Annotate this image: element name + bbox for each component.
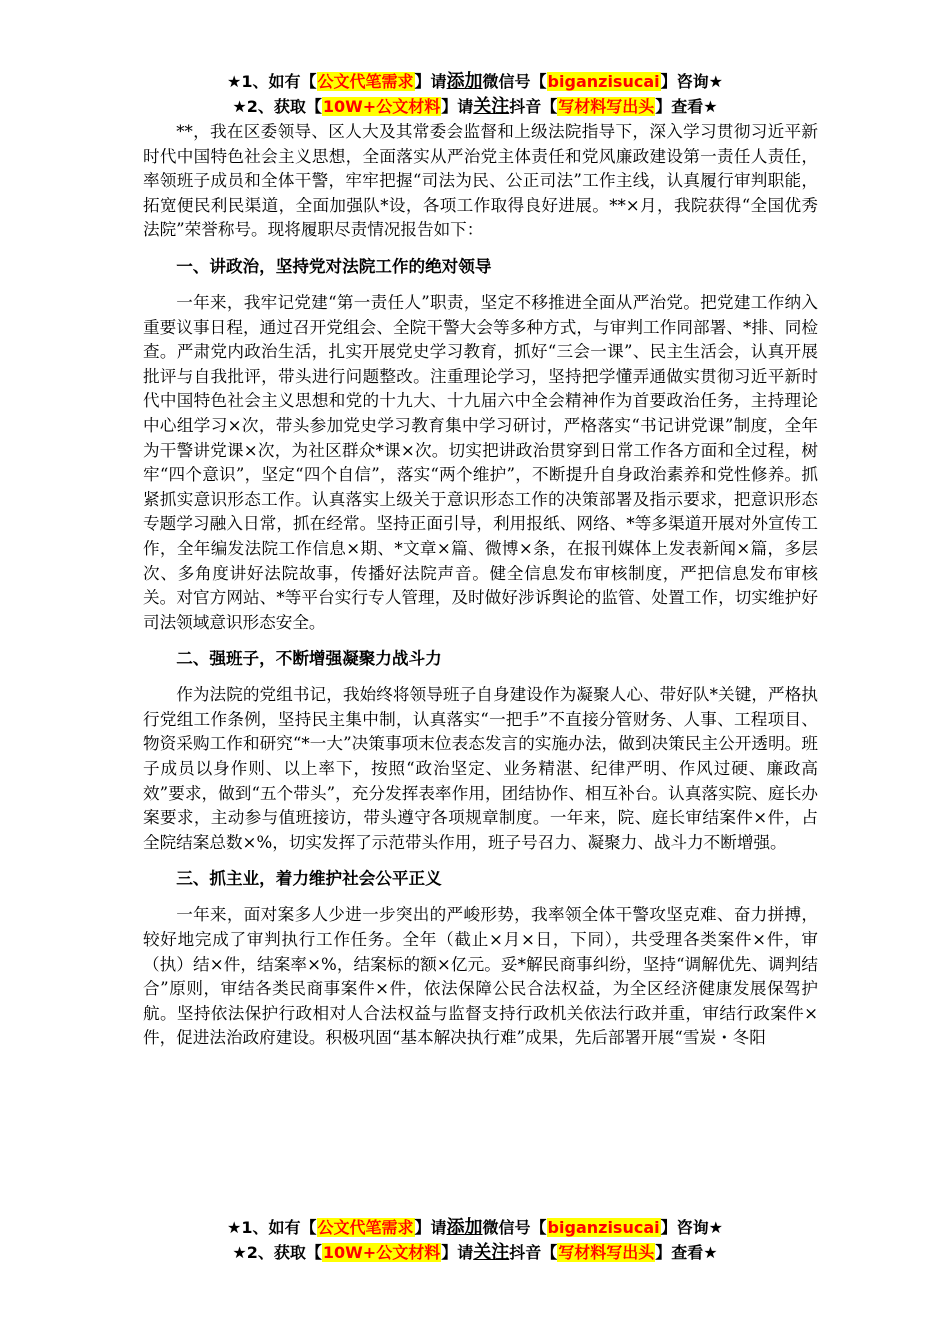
banner-text: ★2、获取【	[232, 97, 322, 116]
banner-text: 】请	[441, 1243, 474, 1262]
highlight-text: 写材料写出头	[558, 97, 655, 116]
banner-text: 抖音【	[509, 1243, 558, 1262]
underlined-text: 添加	[446, 71, 483, 92]
document-body	[143, 120, 818, 1051]
section-paragraph-3: 一年来，面对案多人少进一步突出的严峻形势，我率领全体干警攻坚克难、奋力拼搏，较好地完成了审判执行工作任务。全年（截止×月×日，下同），共受理各类案件×件，审（执）结×件，结案率×%，结案标的额×亿元。妥*解民商事纠纷，坚持“调解优先、调判结合”原则，审结各类民商事案件×件，依法保障公民合法权益，为全区经济健康发展保驾护航。坚持依法保护行政相对人合法权益与监督支持行政机关依法行政并重，审结行政案件×件，促进法治政府建设。积极巩固“基本解决执行难”成果，先后部署开展“雪炭・冬阳	[143, 905, 818, 1048]
highlight-text: biganzisucai	[547, 72, 660, 91]
underlined-text: 关注	[473, 96, 510, 117]
section-paragraph-2: 作为法院的党组书记，我始终将领导班子自身建设作为凝聚人心、带好队*关键，严格执行党组工作条例，坚持民主集中制，认真落实“一把手”不直接分管财务、人事、工程项目、物资采购工作和研究“*一大”决策事项末位表态发言的实施办法，做到决策民主公开透明。班子成员以身作则、以上率下，按照“政治坚定、业务精湛、纪律严明、作风过硬、廉政高效”要求，做到“五个带头”，充分发挥表率作用，团结协作、相互补台。认真落实院、庭长办案要求，主动参与值班接访，带头遵守各项规章制度。一年来，院、庭长审结案件×件，占全院结案总数×%，切实发挥了示范带头作用，班子号召力、凝聚力、战斗力不断增强。	[143, 685, 818, 852]
banner-text: 】咨询★	[660, 72, 723, 91]
banner-text: 】请	[414, 1218, 447, 1237]
underlined-text: 关注	[473, 1242, 510, 1263]
intro-paragraph: **，我在区委领导、区人大及其常委会监督和上级法院指导下，深入学习贯彻习近平新时代中国特色社会主义思想，全面落实从严治党主体责任和党风廉政建设第一责任人责任，率领班子成员和全体干警，牢牢把握“司法为民、公正司法”工作主线，认真履行审判职能，拓宽便民利民渠道，全面加强队*设，各项工作取得良好进展。**×月，我院获得“全国优秀法院”荣誉称号。现将履职尽责情况报告如下：	[143, 122, 818, 240]
banner-text: ★1、如有【	[227, 1218, 317, 1237]
section-heading-3: 三、抓主业，着力维护社会公平正义	[176, 869, 442, 889]
banner-text: 】查看★	[655, 1243, 718, 1262]
highlight-text: biganzisucai	[547, 1218, 660, 1237]
highlight-text: 写材料写出头	[558, 1243, 655, 1262]
banner-line-2	[0, 1241, 950, 1266]
banner-line-2	[0, 95, 950, 120]
banner-text: 】查看★	[655, 97, 718, 116]
banner-line-1	[0, 1216, 950, 1241]
section-paragraph-1: 一年来，我牢记党建“第一责任人”职责，坚定不移推进全面从严治党。把党建工作纳入重要议事日程，通过召开党组会、全院干警大会等多种方式，与审判工作同部署、*排、同检查。严肃党内政治生活，扎实开展党史学习教育，抓好“三会一课”、民主生活会，认真开展批评与自我批评，带头进行问题整改。注重理论学习，坚持把学懂弄通做实贯彻习近平新时代中国特色社会主义思想和党的十九大、十九届六中全会精神作为首要政治任务，主持理论中心组学习×次，带头参加党史学习教育集中学习研讨，严格落实“书记讲党课”制度，全年为干警讲党课×次，为社区群众*课×次。切实把讲政治贯穿到日常工作各方面和全过程，树牢“四个意识”，坚定“四个自信”，落实“两个维护”，不断提升自身政治素养和党性修养。抓紧抓实意识形态工作。认真落实上级关于意识形态工作的决策部署及指示要求，把意识形态专题学习融入日常，抓在经常。坚持正面引导，利用报纸、网络、*等多渠道开展对外宣传工作，全年编发法院工作信息×期、*文章×篇、微博×条，在报刊媒体上发表新闻×篇，多层次、多角度讲好法院故事，传播好法院声音。健全信息发布审核制度，严把信息发布审核关。对官方网站、*等平台实行专人管理，及时做好涉诉舆论的监管、处置工作，切实维护好司法领域意识形态安全。	[143, 292, 818, 632]
highlight-text: 公文代笔需求	[317, 72, 414, 91]
banner-text: 抖音【	[509, 97, 558, 116]
section-heading-2: 二、强班子，不断增强凝聚力战斗力	[176, 649, 442, 669]
footer-banner	[0, 1216, 950, 1266]
highlight-text: 10W+公文材料	[322, 1243, 441, 1262]
section-heading-1: 一、讲政治，坚持党对法院工作的绝对领导	[176, 256, 492, 276]
banner-text: 】请	[441, 97, 474, 116]
banner-line-1	[0, 70, 950, 95]
highlight-text: 10W+公文材料	[322, 97, 441, 116]
banner-text: 微信号【	[482, 1218, 547, 1237]
banner-text: ★2、获取【	[232, 1243, 322, 1262]
banner-text: 微信号【	[482, 72, 547, 91]
underlined-text: 添加	[446, 1217, 483, 1238]
banner-text: ★1、如有【	[227, 72, 317, 91]
banner-text: 】咨询★	[660, 1218, 723, 1237]
header-banner	[0, 70, 950, 120]
banner-text: 】请	[414, 72, 447, 91]
highlight-text: 公文代笔需求	[317, 1218, 414, 1237]
